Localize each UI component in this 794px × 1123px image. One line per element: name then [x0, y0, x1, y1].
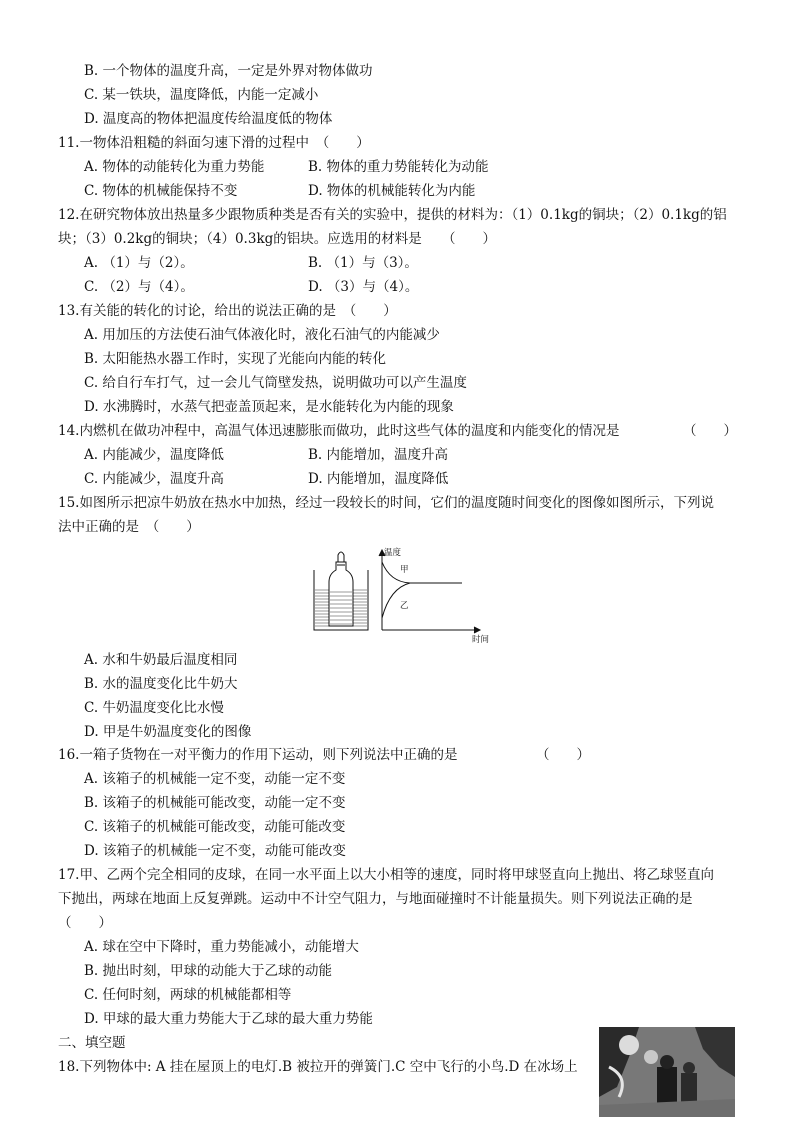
q14-option-a: A. 内能减少，温度降低 — [84, 447, 224, 463]
q12-option-d: D. （3）与（4）。 — [308, 279, 419, 295]
q15-option-b: B. 水的温度变化比牛奶大 — [84, 676, 238, 692]
q17-stem-2: 下抛出，两球在地面上反复弹跳。运动中不计空气阻力，与地面碰撞时不计能量损失。则下列说法正确的是 — [58, 891, 693, 907]
q11-option-b: B. 物体的重力势能转化为动能 — [308, 159, 489, 175]
q13-option-d: D. 水沸腾时，水蒸气把壶盖顶起来，是水能转化为内能的现象 — [84, 399, 454, 415]
q17-stem-3: （ ） — [58, 915, 112, 931]
q17-option-b: B. 抛出时刻，甲球的动能大于乙球的动能 — [84, 963, 333, 979]
q10-option-c: C. 某一铁块，温度降低，内能一定减小 — [84, 87, 319, 103]
q13-option-b: B. 太阳能热水器工作时，实现了光能向内能的转化 — [84, 351, 387, 367]
x-axis-arrow — [474, 627, 480, 633]
q12-stem-2: 块；（3）0.2kg的铜块；（4）0.3kg的铝块。应选用的材料是 （ ） — [58, 231, 497, 247]
q16-stem: 16.一箱子货物在一对平衡力的作用下运动，则下列说法中正确的是 — [58, 747, 458, 763]
q16-paren: （ ） — [536, 747, 590, 763]
section-heading-fill-in: 二、填空题 — [58, 1035, 126, 1051]
q11-option-c: C. 物体的机械能保持不变 — [84, 183, 238, 199]
q17-option-a: A. 球在空中下降时，重力势能减小，动能增大 — [84, 939, 359, 955]
q11-option-a: A. 物体的动能转化为重力势能 — [84, 159, 265, 175]
q17-option-d: D. 甲球的最大重力势能大于乙球的最大重力势能 — [84, 1011, 373, 1027]
temperature-graph — [379, 550, 480, 633]
q11-option-d: D. 物体的机械能转化为内能 — [308, 183, 476, 199]
q14-option-c: C. 内能减少，温度升高 — [84, 471, 224, 487]
q15-option-d: D. 甲是牛奶温度变化的图像 — [84, 724, 252, 740]
q14-paren: （ ） — [683, 423, 737, 439]
q16-option-a: A. 该箱子的机械能一定不变，动能一定不变 — [84, 771, 346, 787]
milk-heating-figure — [306, 546, 496, 646]
q12-option-a: A. （1）与（2）。 — [84, 255, 194, 271]
q17-stem-1: 17.甲、乙两个完全相同的皮球，在同一水平面上以大小相等的速度，同时将甲球竖直向上抛出、将乙球竖直向 — [58, 867, 714, 883]
q14-option-b: B. 内能增加，温度升高 — [308, 447, 449, 463]
q16-option-c: C. 该箱子的机械能可能改变，动能可能改变 — [84, 819, 346, 835]
curve-yi-label: 乙 — [400, 601, 409, 611]
q15-stem-1: 15.如图所示把凉牛奶放在热水中加热，经过一段较长的时间，它们的温度随时间变化的图像如图所示，下列说 — [58, 495, 714, 511]
q12-option-c: C. （2）与（4）。 — [84, 279, 194, 295]
q15-option-a: A. 水和牛奶最后温度相同 — [84, 652, 238, 668]
scene-photo — [599, 1027, 735, 1117]
q10-option-d: D. 温度高的物体把温度传给温度低的物体 — [84, 111, 333, 127]
q13-option-a: A. 用加压的方法使石油气体液化时，液化石油气的内能减少 — [84, 327, 440, 343]
q17-option-c: C. 任何时刻，两球的机械能都相等 — [84, 987, 292, 1003]
q16-option-d: D. 该箱子的机械能一定不变，动能可能改变 — [84, 843, 346, 859]
x-axis-label: 时间 — [472, 635, 490, 645]
q14-option-d: D. 内能增加，温度降低 — [308, 471, 449, 487]
q13-stem: 13.有关能的转化的讨论，给出的说法正确的是 （ ） — [58, 303, 397, 319]
q12-stem-1: 12.在研究物体放出热量多少跟物质种类是否有关的实验中，提供的材料为：（1）0.1kg的铜块；（2）0.1kg的铝 — [58, 207, 727, 223]
q15-option-c: C. 牛奶温度变化比水慢 — [84, 700, 224, 716]
q18-stem: 18.下列物体中: A 挂在屋顶上的电灯.B 被拉开的弹簧门.C 空中飞行的小鸟.D 在冰场上 — [58, 1059, 578, 1075]
q10-option-b: B. 一个物体的温度升高，一定是外界对物体做功 — [84, 63, 373, 79]
q13-option-c: C. 给自行车打气，过一会儿气筒壁发热，说明做功可以产生温度 — [84, 375, 467, 391]
curve-jia — [382, 562, 462, 583]
q11-stem: 11.一物体沿粗糙的斜面匀速下滑的过程中 （ ） — [58, 135, 370, 151]
beaker-with-bottle — [314, 552, 368, 630]
q16-option-b: B. 该箱子的机械能可能改变，动能一定不变 — [84, 795, 346, 811]
q12-option-b: B. （1）与（3）。 — [308, 255, 418, 271]
q15-stem-2: 法中正确的是 （ ） — [58, 519, 200, 535]
curve-jia-label: 甲 — [400, 565, 409, 575]
q14-stem: 14.内燃机在做功冲程中，高温气体迅速膨胀而做功，此时这些气体的温度和内能变化的情况是 — [58, 423, 620, 439]
y-axis-label: 温度 — [384, 548, 402, 558]
